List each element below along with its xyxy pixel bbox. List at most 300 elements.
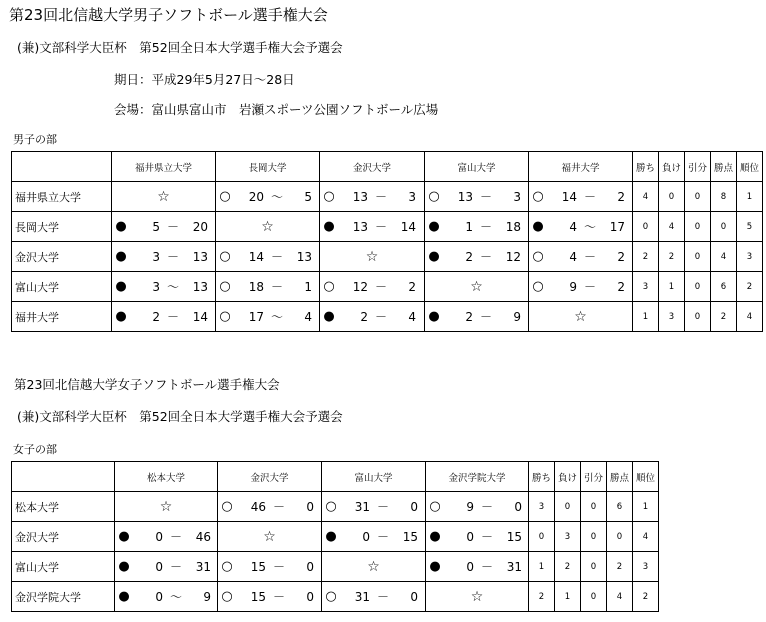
score-opponent: 5 (304, 189, 312, 204)
stat-value: 6 (711, 272, 737, 302)
score-separator: － (376, 500, 389, 514)
match-result-cell (322, 582, 426, 612)
score-own: 2 (465, 249, 473, 264)
score (322, 582, 425, 611)
team-row (12, 182, 763, 212)
loss-circle-icon: ● (115, 279, 127, 294)
score-opponent: 14 (192, 309, 208, 324)
score-opponent: 1 (304, 279, 312, 294)
score (322, 522, 425, 551)
stat-value: 4 (633, 182, 659, 212)
win-circle-icon: ○ (532, 279, 544, 294)
score-own: 20 (248, 189, 264, 204)
score-separator: － (272, 560, 285, 574)
win-circle-icon: ○ (323, 189, 335, 204)
match-result-cell (320, 302, 425, 332)
score (320, 272, 424, 301)
women-subtitle: (兼)文部科学大臣杯 第52回全日本大学選手権大会予選会 (17, 409, 343, 424)
score-separator: － (376, 590, 389, 604)
men-results-table (11, 151, 763, 332)
score (426, 492, 528, 521)
stat-value: 4 (659, 212, 685, 242)
self-match-star-icon: ☆ (470, 588, 484, 605)
stat-value: 2 (555, 552, 581, 582)
team-row (12, 522, 659, 552)
score-separator: － (480, 530, 493, 544)
match-result-cell (425, 242, 529, 272)
win-circle-icon: ○ (325, 589, 337, 604)
score-separator: ～ (166, 280, 179, 294)
score-own: 13 (352, 219, 368, 234)
score (320, 212, 424, 241)
match-result-cell (115, 552, 218, 582)
score-own: 0 (466, 559, 474, 574)
stat-value: 1 (633, 492, 659, 522)
score-opponent: 15 (402, 529, 418, 544)
score-separator: ～ (169, 590, 182, 604)
stat-value: 6 (607, 492, 633, 522)
stat-value: 1 (633, 302, 659, 332)
match-result-cell (216, 212, 320, 242)
stat-value: 3 (633, 552, 659, 582)
stat-value: 0 (581, 582, 607, 612)
score-separator: － (479, 250, 492, 264)
score-separator: － (583, 190, 596, 204)
column-header-stat: 順位 (737, 152, 763, 182)
stat-value: 2 (659, 242, 685, 272)
column-header-stat: 順位 (633, 462, 659, 492)
column-header-team: 富山大学 (425, 152, 529, 182)
loss-circle-icon: ● (323, 309, 335, 324)
score (320, 302, 424, 331)
match-result-cell (529, 182, 633, 212)
score-opponent: 3 (408, 189, 416, 204)
header-row (12, 462, 659, 492)
loss-circle-icon: ● (429, 559, 441, 574)
match-result-cell (320, 212, 425, 242)
column-header-team: 福井県立大学 (112, 152, 216, 182)
loss-circle-icon: ● (325, 529, 337, 544)
score-opponent: 13 (192, 279, 208, 294)
stat-value: 3 (659, 302, 685, 332)
stat-value: 0 (685, 212, 711, 242)
row-team-name: 福井県立大学 (12, 182, 112, 212)
score-own: 12 (352, 279, 368, 294)
column-header-team: 金沢大学 (320, 152, 425, 182)
score-opponent: 0 (306, 559, 314, 574)
stat-value: 0 (581, 492, 607, 522)
match-result-cell (218, 552, 322, 582)
match-result-cell (216, 302, 320, 332)
stat-value: 2 (737, 272, 763, 302)
column-header-team: 金沢学院大学 (426, 462, 529, 492)
score (322, 492, 425, 521)
men-dates: 期日：平成29年5月27日～28日 (114, 72, 295, 87)
match-result-cell (529, 242, 633, 272)
stat-value: 1 (659, 272, 685, 302)
team-row (12, 212, 763, 242)
score (216, 182, 319, 211)
score-own: 0 (155, 559, 163, 574)
score (112, 302, 215, 331)
score (216, 272, 319, 301)
score (426, 552, 528, 581)
score-opponent: 15 (506, 529, 522, 544)
stat-value: 3 (555, 522, 581, 552)
score-opponent: 31 (195, 559, 211, 574)
score-separator: － (272, 500, 285, 514)
stat-value: 4 (633, 522, 659, 552)
score-own: 14 (561, 189, 577, 204)
score-opponent: 4 (304, 309, 312, 324)
score-own: 31 (354, 499, 370, 514)
team-row (12, 272, 763, 302)
stat-value: 0 (555, 492, 581, 522)
score (425, 242, 528, 271)
score-opponent: 2 (617, 189, 625, 204)
column-header-stat: 引分 (581, 462, 607, 492)
win-circle-icon: ○ (532, 189, 544, 204)
women-title: 第23回北信越大学女子ソフトボール選手権大会 (14, 377, 280, 392)
stat-value: 0 (685, 272, 711, 302)
team-row (12, 302, 763, 332)
score-opponent: 2 (617, 249, 625, 264)
score-separator: － (376, 530, 389, 544)
score-separator: － (374, 280, 387, 294)
men-venue: 会場：富山県富山市 岩瀬スポーツ公園ソフトボール広場 (114, 102, 439, 117)
loss-circle-icon: ● (115, 249, 127, 264)
score-own: 0 (362, 529, 370, 544)
score-own: 15 (250, 589, 266, 604)
loss-circle-icon: ● (323, 219, 335, 234)
row-team-name: 金沢学院大学 (12, 582, 115, 612)
column-header-team: 富山大学 (322, 462, 426, 492)
match-result-cell (218, 492, 322, 522)
column-header-stat: 勝ち (529, 462, 555, 492)
self-match-star-icon: ☆ (159, 498, 173, 515)
match-result-cell (218, 582, 322, 612)
women-section-label: 女子の部 (13, 443, 57, 456)
score-separator: － (270, 250, 283, 264)
score-own: 18 (248, 279, 264, 294)
score-separator: ～ (270, 190, 283, 204)
score-own: 3 (152, 249, 160, 264)
score-own: 17 (248, 309, 264, 324)
score (529, 212, 632, 241)
stat-value: 0 (685, 302, 711, 332)
match-result-cell (529, 272, 633, 302)
stat-value: 3 (633, 272, 659, 302)
score (112, 242, 215, 271)
self-match-star-icon: ☆ (470, 278, 483, 295)
score-own: 4 (569, 219, 577, 234)
loss-circle-icon: ● (115, 219, 127, 234)
score-opponent: 13 (296, 249, 312, 264)
score (115, 582, 217, 611)
score (425, 212, 528, 241)
score (320, 182, 424, 211)
score-opponent: 13 (192, 249, 208, 264)
match-result-cell (112, 212, 216, 242)
stat-value: 0 (685, 182, 711, 212)
match-result-cell (425, 272, 529, 302)
score (529, 182, 632, 211)
match-result-cell (320, 242, 425, 272)
stat-value: 0 (581, 552, 607, 582)
loss-circle-icon: ● (532, 219, 544, 234)
score (216, 302, 319, 331)
win-circle-icon: ○ (219, 279, 231, 294)
score-separator: － (479, 190, 492, 204)
match-result-cell (425, 182, 529, 212)
match-result-cell (112, 242, 216, 272)
loss-circle-icon: ● (428, 219, 440, 234)
column-header-stat: 負け (659, 152, 685, 182)
men-subtitle: (兼)文部科学大臣杯 第52回全日本大学選手権大会予選会 (17, 40, 343, 55)
win-circle-icon: ○ (221, 559, 233, 574)
match-result-cell (320, 182, 425, 212)
match-result-cell (425, 302, 529, 332)
match-result-cell (216, 242, 320, 272)
corner-diagonal-cell (12, 462, 115, 492)
column-header-team: 松本大学 (115, 462, 218, 492)
score-opponent: 12 (505, 249, 521, 264)
score-own: 9 (569, 279, 577, 294)
column-header-stat: 負け (555, 462, 581, 492)
stat-value: 3 (737, 242, 763, 272)
team-row (12, 552, 659, 582)
column-header-stat: 勝点 (607, 462, 633, 492)
self-match-star-icon: ☆ (157, 188, 170, 205)
score-opponent: 2 (408, 279, 416, 294)
match-result-cell (115, 492, 218, 522)
match-result-cell (426, 582, 529, 612)
score-opponent: 18 (505, 219, 521, 234)
win-circle-icon: ○ (221, 589, 233, 604)
score (218, 552, 321, 581)
score-separator: － (479, 220, 492, 234)
match-result-cell (216, 182, 320, 212)
row-team-name: 福井大学 (12, 302, 112, 332)
win-circle-icon: ○ (221, 499, 233, 514)
score (115, 522, 217, 551)
stat-value: 3 (529, 492, 555, 522)
men-title: 第23回北信越大学男子ソフトボール選手権大会 (9, 6, 328, 24)
score (425, 302, 528, 331)
score-separator: － (480, 560, 493, 574)
score-own: 46 (250, 499, 266, 514)
column-header-team: 長岡大学 (216, 152, 320, 182)
win-circle-icon: ○ (428, 189, 440, 204)
score-opponent: 0 (410, 589, 418, 604)
score-opponent: 46 (195, 529, 211, 544)
stat-value: 1 (529, 552, 555, 582)
match-result-cell (529, 212, 633, 242)
corner-diagonal-cell (12, 152, 112, 182)
stat-value: 4 (711, 242, 737, 272)
win-circle-icon: ○ (429, 499, 441, 514)
loss-circle-icon: ● (118, 559, 130, 574)
team-row (12, 492, 659, 522)
score (112, 272, 215, 301)
stat-value: 0 (581, 522, 607, 552)
score-separator: － (374, 190, 387, 204)
score-own: 2 (360, 309, 368, 324)
match-result-cell (112, 272, 216, 302)
score-own: 31 (354, 589, 370, 604)
score-own: 0 (155, 529, 163, 544)
score-opponent: 0 (514, 499, 522, 514)
score-own: 4 (569, 249, 577, 264)
score-opponent: 4 (408, 309, 416, 324)
column-header-stat: 引分 (685, 152, 711, 182)
match-result-cell (112, 302, 216, 332)
score-separator: ～ (583, 220, 596, 234)
score-opponent: 0 (306, 499, 314, 514)
stat-value: 0 (711, 212, 737, 242)
score-separator: － (480, 500, 493, 514)
match-result-cell (426, 492, 529, 522)
women-results-table (11, 461, 659, 612)
match-result-cell (216, 272, 320, 302)
score-opponent: 9 (513, 309, 521, 324)
score (216, 242, 319, 271)
win-circle-icon: ○ (532, 249, 544, 264)
match-result-cell (112, 182, 216, 212)
column-header-team: 福井大学 (529, 152, 633, 182)
men-section-label: 男子の部 (13, 133, 57, 146)
self-match-star-icon: ☆ (367, 558, 380, 575)
score-separator: － (166, 220, 179, 234)
score-own: 13 (457, 189, 473, 204)
self-match-star-icon: ☆ (263, 528, 276, 545)
stat-value: 2 (711, 302, 737, 332)
score-opponent: 20 (192, 219, 208, 234)
row-team-name: 松本大学 (12, 492, 115, 522)
row-team-name: 金沢大学 (12, 242, 112, 272)
score (218, 492, 321, 521)
loss-circle-icon: ● (118, 589, 130, 604)
score-separator: ～ (270, 310, 283, 324)
score-opponent: 2 (617, 279, 625, 294)
score-own: 13 (352, 189, 368, 204)
match-result-cell (529, 302, 633, 332)
win-circle-icon: ○ (219, 189, 231, 204)
score-own: 3 (152, 279, 160, 294)
match-result-cell (115, 522, 218, 552)
win-circle-icon: ○ (219, 249, 231, 264)
win-circle-icon: ○ (325, 499, 337, 514)
score-opponent: 9 (203, 589, 211, 604)
score-separator: － (169, 560, 182, 574)
stat-value: 0 (633, 212, 659, 242)
row-team-name: 金沢大学 (12, 522, 115, 552)
score-separator: － (272, 590, 285, 604)
win-circle-icon: ○ (323, 279, 335, 294)
row-team-name: 富山大学 (12, 552, 115, 582)
team-row (12, 582, 659, 612)
stat-value: 2 (633, 242, 659, 272)
score-separator: － (270, 280, 283, 294)
stat-value: 0 (529, 522, 555, 552)
column-header-team: 金沢大学 (218, 462, 322, 492)
score-separator: － (166, 310, 179, 324)
loss-circle-icon: ● (428, 309, 440, 324)
score-own: 2 (152, 309, 160, 324)
stat-value: 5 (737, 212, 763, 242)
self-match-star-icon: ☆ (365, 248, 379, 265)
score-opponent: 14 (400, 219, 416, 234)
stat-value: 2 (529, 582, 555, 612)
match-result-cell (322, 492, 426, 522)
stat-value: 2 (633, 582, 659, 612)
score (529, 272, 632, 301)
row-team-name: 長岡大学 (12, 212, 112, 242)
score-separator: － (374, 310, 387, 324)
stat-value: 8 (711, 182, 737, 212)
score (426, 522, 528, 551)
score (112, 212, 215, 241)
score-opponent: 3 (513, 189, 521, 204)
stat-value: 0 (607, 522, 633, 552)
column-header-stat: 勝ち (633, 152, 659, 182)
team-row (12, 242, 763, 272)
header-row (12, 152, 763, 182)
match-result-cell (425, 212, 529, 242)
stat-value: 4 (607, 582, 633, 612)
match-result-cell (322, 522, 426, 552)
match-result-cell (115, 582, 218, 612)
score-opponent: 0 (410, 499, 418, 514)
loss-circle-icon: ● (115, 309, 127, 324)
score-opponent: 31 (506, 559, 522, 574)
match-result-cell (322, 552, 426, 582)
score (425, 182, 528, 211)
score (218, 582, 321, 611)
score-separator: － (479, 310, 492, 324)
score-separator: － (583, 280, 596, 294)
loss-circle-icon: ● (118, 529, 130, 544)
score (115, 552, 217, 581)
stat-value: 1 (737, 182, 763, 212)
win-circle-icon: ○ (219, 309, 231, 324)
score-own: 14 (248, 249, 264, 264)
stat-value: 4 (737, 302, 763, 332)
score-own: 2 (465, 309, 473, 324)
score-own: 0 (466, 529, 474, 544)
self-match-star-icon: ☆ (261, 218, 274, 235)
score-separator: － (374, 220, 387, 234)
match-result-cell (320, 272, 425, 302)
row-team-name: 富山大学 (12, 272, 112, 302)
match-result-cell (426, 522, 529, 552)
match-result-cell (218, 522, 322, 552)
score-own: 5 (152, 219, 160, 234)
score-separator: － (166, 250, 179, 264)
stat-value: 0 (659, 182, 685, 212)
stat-value: 0 (685, 242, 711, 272)
stat-value: 1 (555, 582, 581, 612)
score (529, 242, 632, 271)
score-separator: － (169, 530, 182, 544)
match-result-cell (426, 552, 529, 582)
column-header-stat: 勝点 (711, 152, 737, 182)
loss-circle-icon: ● (429, 529, 441, 544)
stat-value: 2 (607, 552, 633, 582)
score-separator: － (583, 250, 596, 264)
score-own: 15 (250, 559, 266, 574)
score-own: 0 (155, 589, 163, 604)
